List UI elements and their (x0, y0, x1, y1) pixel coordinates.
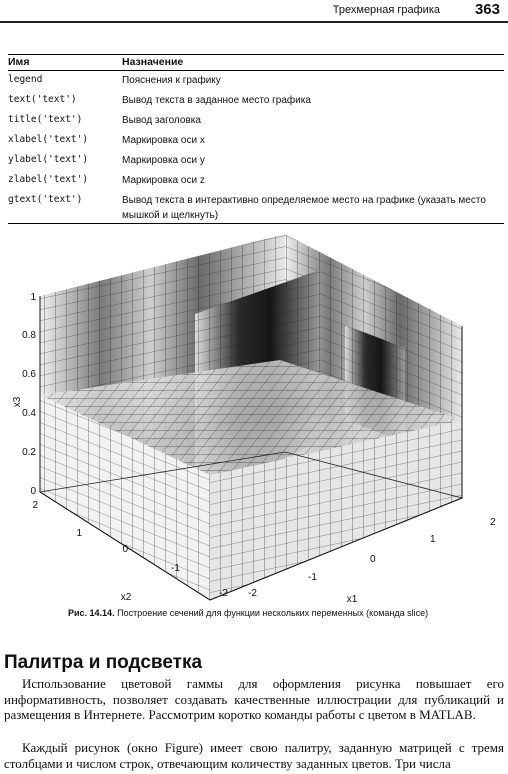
y-tick-label: 1 (76, 528, 82, 539)
y-tick-label: -1 (171, 563, 180, 574)
table-row (8, 191, 504, 224)
z-tick-label: 0.6 (22, 369, 36, 380)
x-tick-label: -1 (308, 572, 317, 583)
x-tick-label: -2 (248, 588, 257, 599)
z-axis-label: x3 (12, 396, 23, 408)
figure-caption (68, 608, 498, 618)
table-header-row (8, 55, 504, 71)
table-row (8, 151, 504, 171)
page-number: 363 (474, 1, 500, 18)
command-desc: Маркировка оси z (122, 175, 205, 186)
z-tick-label: 0.2 (22, 447, 36, 458)
paragraph: Использование цветовой гаммы для оформления рисунка повышает его информативность, позволяет создавать качественные иллюстрации для публикаций и размещения в Интернете. Рассмотрим коротко команды работы с цветом в MATLAB. (4, 676, 504, 722)
command-name: text('text') (8, 94, 77, 105)
command-desc: Маркировка оси x (122, 135, 205, 146)
slice-figure (0, 230, 508, 605)
z-axis (12, 292, 36, 497)
slice-plot (0, 230, 508, 605)
table-row (8, 111, 504, 131)
column-header-purpose: Назначение (122, 55, 504, 71)
z-tick-label: 0.4 (22, 408, 36, 419)
z-tick-label: 0 (30, 486, 36, 497)
command-desc: Пояснения к графику (122, 75, 221, 86)
running-header-title: Трехмерная графика (332, 4, 440, 16)
command-name: ylabel('text') (8, 154, 89, 165)
column-header-name: Имя (8, 55, 122, 71)
command-name: xlabel('text') (8, 134, 89, 145)
z-tick-label: 0.8 (22, 330, 36, 341)
table-row (8, 71, 504, 92)
command-desc: Маркировка оси y (122, 155, 205, 166)
x-tick-label: 2 (490, 517, 496, 528)
command-name: legend (8, 74, 43, 85)
command-name: gtext('text') (8, 191, 122, 224)
caption-label: Рис. 14.14. (68, 608, 115, 618)
y-tick-label: 0 (122, 544, 128, 555)
table-row (8, 171, 504, 191)
x-axis-label: x1 (346, 594, 358, 605)
y-axis-label: x2 (120, 592, 132, 603)
table-row (8, 131, 504, 151)
z-tick-label: 1 (30, 292, 36, 303)
caption-text: Построение сечений для функции нескольких переменных (команда slice) (117, 608, 429, 618)
x-tick-label: 0 (370, 554, 376, 565)
paragraph: Каждый рисунок (окно Figure) имеет свою палитру, заданную матрицей с тремя столбцами и числом строк, отвечающим количеству заданных цветов. Три числа (4, 740, 504, 771)
table-row (8, 91, 504, 111)
x-tick-label: 1 (430, 534, 436, 545)
running-header (0, 0, 508, 22)
command-desc: Вывод текста в интерактивно определяемое место на графике (указать место мышкой и щелкнуть) (122, 191, 504, 224)
section-heading: Палитра и подсветка (4, 652, 203, 673)
y-tick-label: -2 (219, 588, 228, 599)
y-tick-label: 2 (32, 500, 38, 511)
command-desc: Вывод заголовка (122, 115, 201, 126)
command-name: zlabel('text') (8, 174, 89, 185)
header-rule (0, 21, 508, 23)
command-desc: Вывод текста в заданное место графика (122, 95, 311, 106)
command-name: title('text') (8, 114, 83, 125)
commands-table (8, 54, 504, 224)
